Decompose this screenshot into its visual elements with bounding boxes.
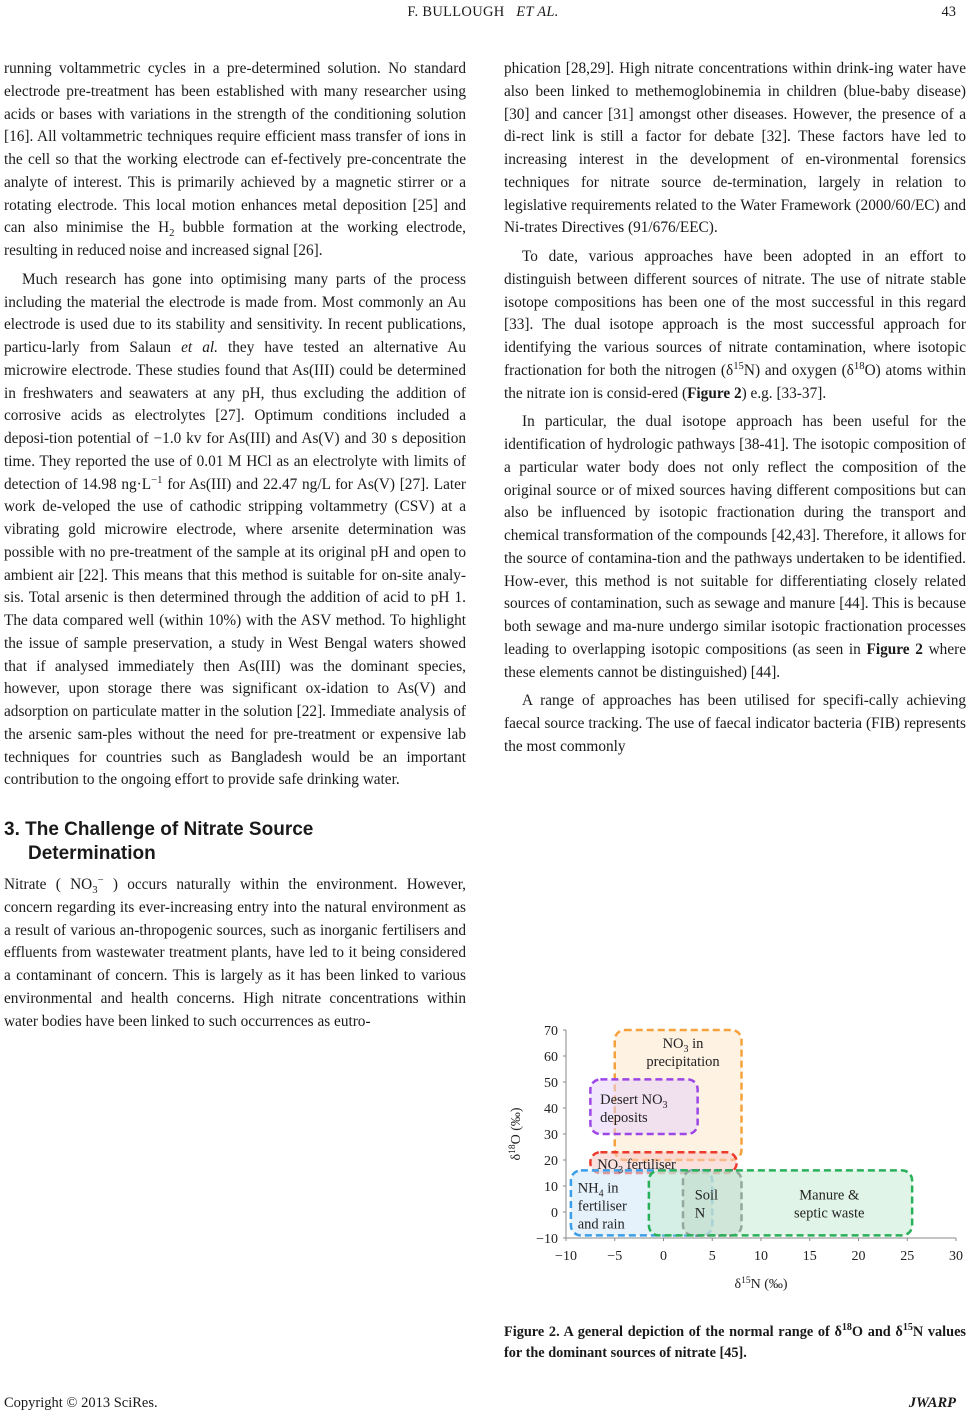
x-tick-label: 15 (802, 1249, 817, 1264)
label-no3-fertiliser-tail: fertiliser (623, 1157, 676, 1174)
y-tick-label: −10 (536, 1232, 558, 1247)
header-et-al: ET AL. (516, 4, 559, 20)
isotope-chart (504, 1010, 966, 1310)
x-axis-title-sup: 15 (741, 1276, 751, 1286)
x-tick-label: 20 (851, 1249, 866, 1264)
label-precipitation-tail: in (688, 1036, 704, 1053)
left-paragraph-2: Much research has gone into optimising many parts of the process including the material the electrode is made from. Most commonly an Au electrode is used due to its stability and sensitivity. In recent publications, particu-larly from Salaun et al. they have tested an alternative Au microwire electrode. These studies found that As(III) could be determined in freshwaters and seawaters at any pH, thus excluding the addition of corrosive acids as electrolytes [27]. Optimum conditions included a deposi-tion potential of −1.0 kv for As(III) and As(V) and 30 s deposition time. They reported the use of 0.01 M HCl as an electrolyte with limits of detection of 14.98 $ng\cdot L^{-1}$ for As(III) and 22.47 ng/L for As(V) [27]. Later work de-veloped the use of cathodic stripping voltammetry (CSV) at a vibrating gold microwire electrode, where arsenite determination was possible with no pre-treatment of the sample at its original pH and open to ambient air [22]. This means that this method is suitable for on-site analy-sis. Total arsenic is then determined through the addition of acid to pH 1. The data compared well (within 10%) with the ASV method. To highlight the issue of sample preservation, a study in West Bengal waters showed that if analysed immediately then As(III) was the dominant species, however, upon storage there was significant ox-idation to As(V) and adsorption on particulate matter in the solution [22]. Immediate analysis of the arsenic sam-ples without the need for pre-treatment or expensive lab techniques for countries such as Bangladesh would be an important contribution to the ongoing effort to provide safe drinking water. (4, 270, 467, 789)
right-paragraph-2: To date, various approaches have been adopted in an effort to distinguish between different sources of nitrate. The use of nitrate stable isotope compositions has been one of the most successful in this regard [33]. The dual isotope approach is the most successful approach for identifying the various sources of nitrate contamination, where isotopic fractionation for both the nitrogen $(\delta^{15}N)$ and oxygen $(\delta^{18}O)$ atoms within the nitrate ion is consid-ered (Figure 2) e.g. [33-37]. (504, 248, 966, 402)
page-number: 43 (941, 4, 956, 20)
right-paragraph-3: In particular, the dual isotope approach has been useful for the identification of hydrologic pathways [38-41]. The isotopic composition of a particular water body does not only reflect the composition of the original source or of mixed sources having different compositions but can also be influenced by isotopic fractionation during the transport and chemical transformation of the compounds [42,43]. Therefore, it allows for the source of contamina-tion and the pathways undertaken to be identified. How-ever, this method is not suitable for differentiating closely related sources of contamination, such as sewage and manure [44]. This is because both sewage and ma-nure undergo similar isotopic fractionation processes leading to overlapping isotopic compositions (as seen in Figure 2 where these elements cannot be distinguished) [44]. (504, 413, 966, 681)
y-tick-label: 20 (544, 1154, 558, 1169)
y-axis-title: $\delta^{18}O$ (‰) (508, 1107, 524, 1161)
label-nh4-fertiliser-tail: in (603, 1180, 619, 1197)
x-axis-title: $\delta^{15}N$ (‰) (734, 1276, 788, 1292)
y-tick-label: 70 (544, 1024, 558, 1039)
copyright: Copyright © 2013 SciRes. (4, 1395, 158, 1411)
x-axis-title-tail: N (‰) (750, 1277, 788, 1292)
label-desert-deposits-line2: deposits (600, 1110, 648, 1127)
label-soil-n-line1: Soil (694, 1187, 719, 1204)
figure-2-reference-2[interactable]: Figure 2 (866, 640, 923, 658)
y-axis-title-sup: 18 (508, 1144, 518, 1154)
label-nh4-fertiliser-line3: and rain (577, 1216, 625, 1233)
nitrate-formula: $NO_3^-$ (70, 873, 104, 897)
label-precipitation-line2: precipitation (646, 1054, 720, 1071)
y-tick-label: 60 (544, 1050, 558, 1065)
label-nh4-fertiliser-sub: 4 (598, 1188, 604, 1200)
header-authors: F. BULLOUGH ET AL. (407, 4, 559, 20)
right-column (504, 58, 966, 759)
y-axis-title-tail: O (‰) (509, 1107, 524, 1145)
y-tick-label: 50 (544, 1076, 558, 1091)
label-precipitation-line1: $NO_3$ in (662, 1036, 704, 1056)
figure-2-reference[interactable]: Figure 2 (687, 384, 742, 402)
left-column (4, 58, 466, 1033)
x-tick-label: −10 (555, 1249, 577, 1264)
journal-name: JWARP (908, 1395, 956, 1411)
x-tick-label: 10 (754, 1249, 768, 1264)
right-paragraph-4: A range of approaches has been utilised for specifi-cally achieving faecal source tracking. The use of faecal indicator bacteria (FIB) represents the most commonly (504, 692, 966, 755)
label-no3-fertiliser-line1: $NO_3$ fertiliser (597, 1157, 676, 1177)
label-nh4-fertiliser-line2: fertiliser (577, 1198, 627, 1215)
label-desert-deposits-line1: Desert $NO_3$ (600, 1092, 668, 1112)
section-heading: 3. The Challenge of Nitrate Source Determination (4, 819, 314, 864)
label-soil-n-line2: N (694, 1205, 706, 1222)
y-tick-label: 40 (544, 1102, 558, 1117)
label-desert-deposits-sub: 3 (662, 1100, 668, 1112)
left-paragraph-3: Nitrate ( $NO_3^-$ ) occurs naturally within the environment. However, concern regarding its ever-increasing entry into the natural environment as a result of various an-thropogenic sources, such as inorganic fertilisers and effluents from wastewater treatment plants, have led to it being considered a contaminant of concern. This is largely as it has been linked to various environmental and health concerns. High nitrate concentrations within water bodies have been linked to such occurrences as eutro- (4, 873, 467, 1030)
left-paragraph-1: running voltammetric cycles in a pre-determined solution. No standard electrode pre-treatment has been established with many researcher using acids or bases with variations in the strength of the conditioning solution [16]. All voltammetric techniques require efficient mass transfer of ions in the cell so that the working electrode can ef-fectively pre-concentrate the analyte of interest. This is primarily achieved by a magnetic stirrer or a rotating electrode. This local motion enhances metal deposition [25] and can also minimise the $H_2$ bubble formation at the working electrode, resulting in reduced noise and increased signal [26]. (4, 60, 466, 259)
x-tick-label: −5 (607, 1249, 623, 1264)
label-precipitation-sub: 3 (683, 1044, 689, 1056)
label-no3-fertiliser-sub: 3 (618, 1165, 624, 1177)
x-tick-label: 25 (900, 1249, 915, 1264)
region-manure-septic-waste (649, 1170, 912, 1235)
x-tick-label: 0 (660, 1249, 667, 1264)
label-nh4-fertiliser-line1: $NH_4$ in (577, 1180, 619, 1200)
label-manure-line1: Manure & (799, 1187, 860, 1204)
label-manure-line2: septic waste (794, 1205, 865, 1222)
x-tick-label: 30 (949, 1249, 963, 1264)
page-footer (4, 1395, 962, 1412)
y-tick-label: 10 (544, 1180, 558, 1195)
right-paragraph-1: phication [28,29]. High nitrate concentrations within drink-ing water have also been linked to methemoglobinemia in children (blue-baby disease) [30] and cancer [31] amongst other diseases. However, the presence of a di-rect link is still a factor for debate [32]. These factors have led to increasing interest in the development of en-vironmental forensics techniques for nitrate source de-termination, largely in relation to legislative requirements related to the Water Framework (2000/60/EC) and Ni-trates Directives (91/676/EEC). (504, 60, 966, 237)
y-tick-label: 30 (544, 1128, 558, 1143)
running-header (0, 4, 966, 24)
x-tick-label: 5 (708, 1249, 716, 1264)
figure-2 (504, 1010, 966, 1310)
figure-caption: Figure 2. A general depiction of the normal range of $\delta^{18}O$ and $\delta^{15}N$ values for the dominant sources of nitrate [45]. (504, 1322, 966, 1361)
y-tick-label: 0 (551, 1206, 558, 1221)
